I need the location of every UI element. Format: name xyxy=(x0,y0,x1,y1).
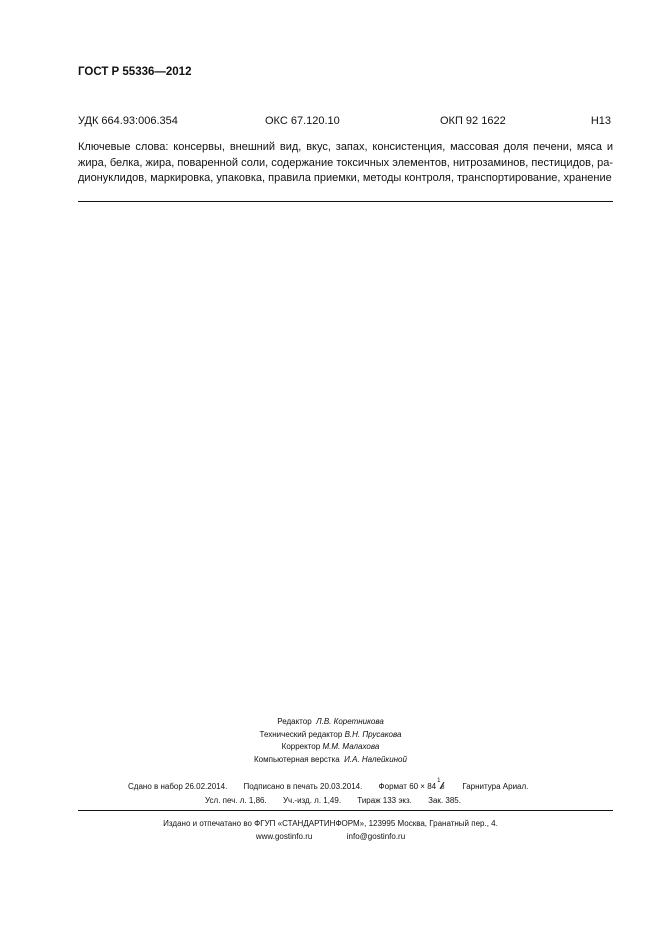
standard-designation: ГОСТ Р 55336—2012 xyxy=(78,66,192,78)
format-numerator: 1 xyxy=(437,778,441,784)
issuer-address: Издано и отпечатано во ФГУП «СТАНДАРТИНФОРМ», 123995 Москва, Гранатный пер., 4. xyxy=(163,819,498,828)
email-link[interactable]: info@gostinfo.ru xyxy=(346,832,406,841)
credit-corrector xyxy=(0,741,661,754)
paper-format xyxy=(378,778,449,791)
credit-tech-editor xyxy=(0,729,661,742)
publisher-sheets: Уч.-изд. л. 1,49. xyxy=(282,796,342,805)
divider-bottom xyxy=(78,810,613,811)
corrector-label: Корректор xyxy=(281,742,321,752)
submitted-date: Сдано в набор 26.02.2014. xyxy=(128,782,228,791)
editor-name: Л.В. Коретникова xyxy=(316,717,384,726)
editor-label: Редактор xyxy=(277,717,312,726)
signed-date: Подписано в печать 20.03.2014. xyxy=(243,782,363,791)
oks-code: ОКС 67.120.10 xyxy=(265,115,340,127)
credit-layout xyxy=(0,754,661,767)
tech-editor-name: В.Н. Прусакова xyxy=(344,729,402,739)
classification-codes xyxy=(78,115,611,129)
website-link[interactable]: www.gostinfo.ru xyxy=(255,832,313,841)
divider-top xyxy=(78,201,613,202)
credit-editor xyxy=(0,716,661,729)
order-number: Зак. 385. xyxy=(428,796,461,805)
format-fraction xyxy=(436,780,446,792)
circulation: Тираж 133 экз. xyxy=(357,796,412,805)
publishing-line-2 xyxy=(205,796,475,805)
keywords-line-2: жира, белка, жира, поваренной соли, содержание токсичных элементов, нитрозаминов, пестицидов, ра- xyxy=(78,156,613,169)
keywords-line-3: дионуклидов, маркировка, упаковка, правила приемки, методы контроля, транспортирование, хранение xyxy=(78,172,612,184)
typeface: Гарнитура Ариал. xyxy=(462,782,529,791)
okp-code: ОКП 92 1622 xyxy=(440,115,506,127)
layout-label: Компьютерная верстка xyxy=(254,754,340,764)
category-code: Н13 xyxy=(590,115,611,127)
format-denominator: 8 xyxy=(441,785,445,791)
keywords-paragraph xyxy=(78,140,613,187)
print-sheets: Усл. печ. л. 1,86. xyxy=(205,796,267,805)
format-label: Формат 60 × 84 xyxy=(378,782,437,791)
issuer-block xyxy=(0,817,661,843)
layout-name: И.А. Налейкиной xyxy=(344,754,407,764)
tech-editor-label: Технический редактор xyxy=(259,729,343,739)
publishing-line-1 xyxy=(128,780,608,792)
issuer-contacts xyxy=(0,830,661,843)
credits-block xyxy=(0,716,661,766)
keywords-line-1: Ключевые слова: консервы, внешний вид, вкус, запах, консистенция, массовая доля печени, мяса и xyxy=(78,141,613,153)
corrector-name: М.М. Малахова xyxy=(322,742,380,752)
udk-code: УДК 664.93:006.354 xyxy=(78,115,178,127)
